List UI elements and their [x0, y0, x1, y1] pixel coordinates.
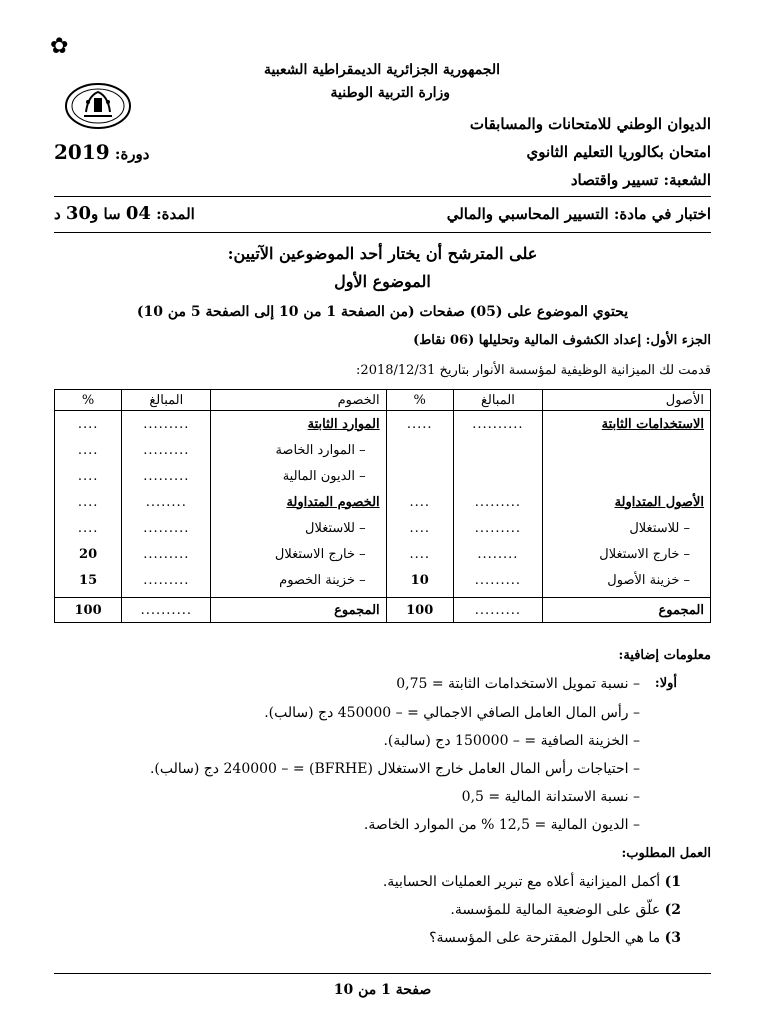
total-amount-assets: .........	[453, 598, 542, 623]
header-amounts-liabilities: المبالغ	[122, 390, 211, 411]
cell-amount: .........	[453, 489, 542, 515]
duration-hours-unit: سا	[103, 205, 121, 223]
cell-amount: ........	[122, 489, 211, 515]
topic-title: الموضوع الأول	[334, 272, 431, 291]
page-label: صفحة	[395, 982, 432, 998]
cell-amount: .........	[122, 515, 211, 541]
cell-pct: ....	[55, 411, 122, 438]
table-row	[55, 411, 711, 438]
task-text: أكمل الميزانية أعلاه مع تبرير العمليات الحسابية.	[382, 874, 661, 890]
task-item	[200, 902, 681, 918]
office-title: الديوان الوطني للامتحانات والمسابقات	[469, 115, 711, 133]
cell-pct: 10	[386, 567, 453, 593]
duration	[54, 203, 234, 224]
header-pct-liabilities: %	[55, 390, 122, 411]
cell-pct: ....	[55, 515, 122, 541]
instruction: على المترشح أن يختار أحد الموضوعين الآتيين:	[227, 244, 538, 263]
cell-amount	[453, 463, 542, 489]
header-divider	[54, 196, 711, 197]
task-number: 3)	[664, 930, 681, 946]
cell-asset	[543, 463, 711, 489]
table-total-row	[55, 598, 711, 623]
cell-liability: – خارج الاستغلال	[211, 541, 386, 567]
branch-title: الشعبة: تسيير واقتصاد	[570, 171, 711, 189]
cell-amount: .........	[453, 515, 542, 541]
cell-asset: الأصول المتداولة	[614, 494, 704, 510]
duration-label: المدة:	[156, 205, 195, 223]
table-row	[55, 463, 711, 489]
info-item: – احتياجات رأس المال العامل خارج الاستغلال (BFRHE) = – 240000 دج (سالب).	[149, 761, 640, 777]
header-amounts-assets: المبالغ	[453, 390, 542, 411]
total-label-assets: المجموع	[543, 598, 711, 623]
info-item: – نسبة تمويل الاستخدامات الثابتة = 0,75	[396, 676, 640, 692]
info-item: – نسبة الاستدانة المالية = 0,5	[461, 789, 640, 805]
cell-amount: .........	[122, 463, 211, 489]
cell-asset: – خارج الاستغلال	[543, 541, 711, 567]
info-item: – الخزينة الصافية = – 150000 دج (سالبة).	[383, 733, 640, 749]
cell-asset	[543, 437, 711, 463]
task-item	[200, 874, 681, 890]
table-row	[55, 515, 711, 541]
cell-amount: ........	[453, 541, 542, 567]
header-liabilities: الخصوم	[211, 390, 386, 411]
duration-minutes-unit: د	[54, 205, 61, 223]
republic-title: الجمهورية الجزائرية الديمقراطية الشعبية	[263, 62, 500, 78]
cell-amount: ..........	[453, 411, 542, 438]
cell-pct: ....	[55, 489, 122, 515]
cell-liability: الموارد الثابتة	[307, 416, 380, 432]
functional-balance-table	[54, 389, 711, 623]
footer-divider	[54, 973, 711, 974]
info-item: – الديون المالية = 12,5 % من الموارد الخاصة.	[363, 817, 640, 833]
page-current: 1	[381, 982, 391, 998]
duration-minutes: 30	[65, 203, 91, 224]
cell-pct: ....	[386, 515, 453, 541]
info-item: – رأس المال العامل الصافي الاجمالي = – 450000 دج (سالب).	[264, 705, 640, 721]
total-pct-liabilities: 100	[55, 598, 122, 623]
cell-asset: – للاستغلال	[543, 515, 711, 541]
cell-liability: – الموارد الخاصة	[211, 437, 386, 463]
session-year: 2019	[54, 140, 110, 164]
cell-amount: .........	[122, 567, 211, 593]
task-number: 1)	[664, 874, 681, 890]
session-label: دورة:	[114, 145, 150, 163]
table-header-row	[55, 390, 711, 411]
table-row	[55, 541, 711, 567]
cell-liability: – خزينة الخصوم	[211, 567, 386, 593]
exam-title: امتحان بكالوريا التعليم الثانوي	[526, 143, 711, 161]
cell-amount	[453, 437, 542, 463]
work-title: العمل المطلوب:	[621, 846, 711, 861]
header-assets: الأصول	[543, 390, 711, 411]
cell-asset: الاستخدامات الثابتة	[601, 416, 704, 432]
cell-amount: .........	[122, 411, 211, 438]
header-pct-assets: %	[386, 390, 453, 411]
cell-pct: .....	[386, 411, 453, 438]
table-row	[55, 437, 711, 463]
duration-and: و	[90, 205, 99, 223]
total-pct-assets: 100	[386, 598, 453, 623]
session	[54, 140, 184, 164]
subject-title: اختبار في مادة: التسيير المحاسبي والمالي	[446, 205, 711, 223]
cell-pct: ....	[55, 437, 122, 463]
cell-pct	[386, 463, 453, 489]
total-amount-liabilities: ..........	[122, 598, 211, 623]
cell-liability: الخصوم المتداولة	[286, 494, 380, 510]
task-text: ما هي الحلول المقترحة على المؤسسة؟	[429, 930, 661, 946]
cell-pct: ....	[386, 489, 453, 515]
cell-pct: 20	[55, 541, 122, 567]
given-statement: قدمت لك الميزانية الوظيفية لمؤسسة الأنوار بتاريخ 2018/12/31:	[356, 363, 711, 378]
ministry-title: وزارة التربية الوطنية	[330, 85, 450, 101]
total-label-liabilities: المجموع	[211, 598, 386, 623]
page-of: من	[358, 982, 377, 998]
pages-note: يحتوي الموضوع على (05) صفحات (من الصفحة 1 من 10 إلى الصفحة 5 من 10)	[136, 304, 629, 320]
cell-liability: – للاستغلال	[211, 515, 386, 541]
cell-pct: 15	[55, 567, 122, 593]
page-total: 10	[333, 982, 354, 998]
table-row	[55, 567, 711, 593]
cell-pct	[386, 437, 453, 463]
task-item	[200, 930, 681, 946]
additional-info-title: معلومات إضافية:	[618, 648, 711, 663]
ministry-emblem	[64, 82, 132, 130]
cell-asset: – خزينة الأصول	[543, 567, 711, 593]
flower-icon: ✿	[50, 34, 69, 59]
task-text: علّق على الوضعية المالية للمؤسسة.	[450, 902, 661, 918]
part-title: الجزء الأول: إعداد الكشوف المالية وتحليلها (06 نقاط)	[413, 333, 711, 348]
cell-pct: ....	[55, 463, 122, 489]
first-label: أولا:	[654, 676, 677, 691]
cell-amount: .........	[122, 541, 211, 567]
subject-divider	[54, 232, 711, 233]
cell-amount: .........	[122, 437, 211, 463]
task-number: 2)	[664, 902, 681, 918]
table-row	[55, 489, 711, 515]
page-number	[54, 982, 711, 998]
cell-pct: ....	[386, 541, 453, 567]
cell-amount: .........	[453, 567, 542, 593]
duration-hours: 04	[125, 203, 151, 224]
cell-liability: – الديون المالية	[211, 463, 386, 489]
